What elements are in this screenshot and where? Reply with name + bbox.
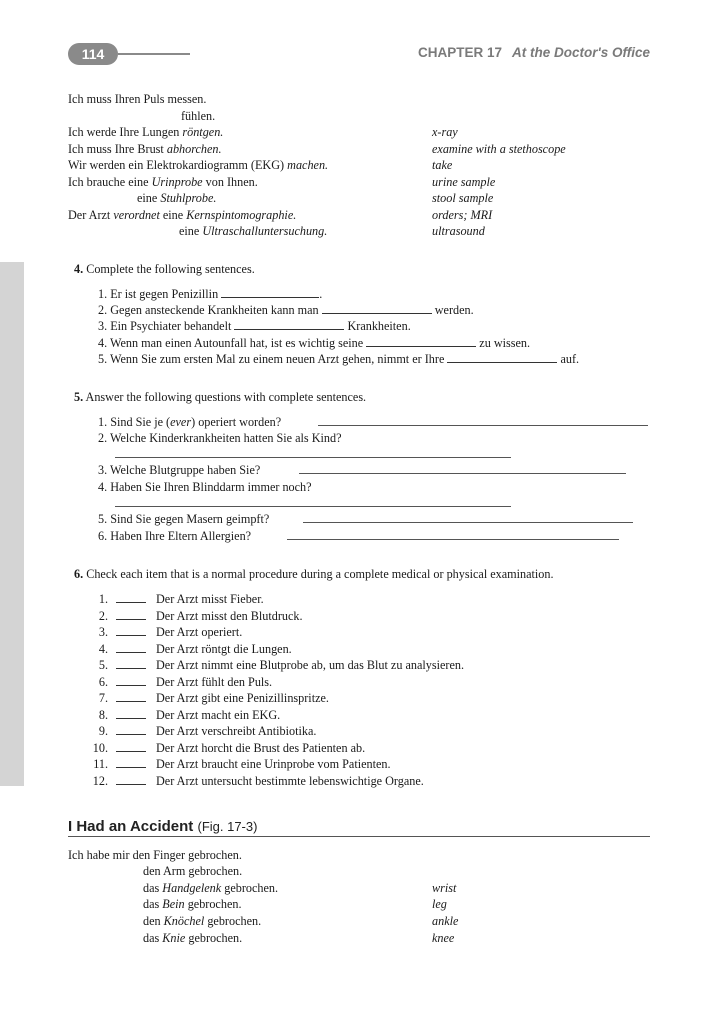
checklist-item — [88, 609, 303, 624]
item-text: Der Arzt misst Fieber. — [156, 592, 264, 606]
exercise-6-heading: 6. Check each item that is a normal procedure during a complete medical or physical examination. — [74, 567, 554, 581]
answer-blank[interactable] — [366, 336, 476, 347]
check-blank[interactable] — [116, 708, 146, 719]
vocab-line: eine Stuhlprobe. — [137, 191, 217, 205]
item-number: 12. — [92, 773, 108, 788]
section-rule — [68, 836, 650, 837]
item-number: 1. — [98, 592, 108, 606]
exercise-5-item: 1. Sind Sie je (ever) operiert worden? — [98, 415, 282, 429]
check-blank[interactable] — [116, 642, 146, 653]
item-text: Der Arzt horcht die Brust des Patienten ab. — [156, 740, 366, 755]
item-text: Der Arzt röntgt die Lungen. — [156, 641, 292, 656]
exercise-5-item: 3. Welche Blutgruppe haben Sie? — [98, 463, 261, 477]
answer-line[interactable] — [299, 473, 626, 474]
vocab-gloss: leg — [432, 897, 447, 911]
vocab-line: den Arm gebrochen. — [143, 864, 243, 878]
answer-blank[interactable] — [447, 352, 557, 363]
vocab-gloss: ultrasound — [432, 224, 485, 238]
checklist-item — [88, 741, 365, 756]
exercise-5-item: 6. Haben Ihre Eltern Allergien? — [98, 529, 252, 543]
exercise-5-item: 2. Welche Kinderkrankheiten hatten Sie als Kind? — [98, 431, 342, 445]
checklist-item — [88, 592, 264, 607]
check-blank[interactable] — [116, 609, 146, 620]
answer-blank[interactable] — [234, 319, 344, 330]
checklist-item — [88, 642, 292, 657]
item-text: Der Arzt fühlt den Puls. — [156, 674, 273, 689]
check-blank[interactable] — [116, 592, 146, 603]
item-text: Der Arzt gibt eine Penizillinspritze. — [156, 691, 329, 705]
item-text: Der Arzt braucht eine Urinprobe vom Patienten. — [156, 757, 391, 771]
exercise-4-heading: 4. Complete the following sentences. — [74, 262, 255, 276]
check-blank[interactable] — [116, 757, 146, 768]
check-blank[interactable] — [116, 691, 146, 702]
item-number: 3. — [98, 625, 108, 639]
check-blank[interactable] — [116, 741, 146, 752]
margin-tab — [0, 262, 24, 786]
item-number: 11. — [93, 757, 108, 771]
check-blank[interactable] — [116, 675, 146, 686]
answer-blank[interactable] — [221, 287, 319, 298]
check-blank[interactable] — [116, 774, 146, 785]
answer-line[interactable] — [303, 522, 633, 523]
exercise-5-item: 4. Haben Sie Ihren Blinddarm immer noch? — [98, 480, 312, 494]
exercise-4-item: 1. Er ist gegen Penizillin . — [98, 287, 323, 301]
answer-line[interactable] — [287, 539, 619, 540]
answer-blank[interactable] — [322, 303, 432, 314]
vocab-gloss: take — [432, 158, 453, 172]
checklist-item — [88, 675, 272, 690]
exercise-5-item: 5. Sind Sie gegen Masern geimpft? — [98, 512, 270, 526]
check-blank[interactable] — [116, 658, 146, 669]
checklist-item — [88, 691, 329, 706]
vocab-gloss: knee — [432, 931, 455, 945]
vocab-line: fühlen. — [181, 109, 216, 123]
item-number: 4. — [98, 641, 108, 656]
item-number: 2. — [98, 608, 108, 623]
vocab-line: eine Ultraschalluntersuchung. — [179, 224, 328, 238]
checklist-item — [88, 757, 391, 772]
vocab-gloss: examine with a stethoscope — [432, 142, 566, 156]
answer-line[interactable] — [318, 425, 648, 426]
item-number: 6. — [98, 674, 108, 689]
item-text: Der Arzt misst den Blutdruck. — [156, 608, 303, 623]
item-text: Der Arzt nimmt eine Blutprobe ab, um das Blut zu analysieren. — [156, 658, 464, 672]
item-text: Der Arzt operiert. — [156, 625, 243, 639]
checklist-item — [88, 724, 316, 739]
vocab-line: das Knie gebrochen. — [143, 931, 243, 945]
item-number: 10. — [92, 740, 108, 755]
item-text: Der Arzt verschreibt Antibiotika. — [156, 724, 317, 738]
running-header — [418, 45, 650, 60]
item-number: 8. — [98, 707, 108, 722]
exercise-5-heading: 5. Answer the following questions with complete sentences. — [74, 390, 367, 404]
section-title: I Had an Accident (Fig. 17-3) — [68, 818, 258, 835]
header-rule — [118, 53, 190, 55]
item-text: Der Arzt macht ein EKG. — [156, 707, 281, 722]
chapter-label: CHAPTER 17 — [417, 45, 503, 60]
exercise-4-item: 3. Ein Psychiater behandelt Krankheiten. — [98, 319, 411, 333]
checklist-item — [88, 658, 464, 673]
vocab-gloss: stool sample — [432, 191, 494, 205]
vocab-line: Ich muss Ihre Brust abhorchen. — [68, 142, 222, 156]
vocab-gloss: ankle — [432, 914, 459, 928]
vocab-line: das Bein gebrochen. — [143, 897, 242, 911]
vocab-line: Der Arzt verordnet eine Kernspintomographie. — [68, 208, 297, 222]
vocab-line: Ich muss Ihren Puls messen. — [68, 92, 207, 106]
checklist-item — [88, 625, 242, 640]
vocab-gloss: x-ray — [432, 125, 458, 139]
item-number: 5. — [98, 658, 108, 672]
vocab-line: Ich werde Ihre Lungen röntgen. — [68, 125, 224, 139]
item-number: 9. — [98, 724, 108, 738]
vocab-line: Ich brauche eine Urinprobe von Ihnen. — [68, 175, 258, 189]
vocab-line: Ich habe mir den Finger gebrochen. — [68, 848, 242, 862]
vocab-line: den Knöchel gebrochen. — [143, 914, 262, 928]
answer-line[interactable] — [115, 506, 511, 507]
item-text: Der Arzt untersucht bestimmte lebenswichtige Organe. — [156, 773, 424, 788]
exercise-4-item: 2. Gegen ansteckende Krankheiten kann man werden. — [98, 303, 474, 317]
chapter-title: At the Doctor's Office — [512, 45, 650, 60]
vocab-line: das Handgelenk gebrochen. — [143, 881, 279, 895]
vocab-gloss: orders; MRI — [432, 208, 493, 222]
item-number: 7. — [98, 691, 108, 705]
check-blank[interactable] — [116, 625, 146, 636]
answer-line[interactable] — [115, 457, 511, 458]
vocab-line: Wir werden ein Elektrokardiogramm (EKG) machen. — [68, 158, 329, 172]
checklist-item — [88, 708, 280, 723]
exercise-4-item: 4. Wenn man einen Autounfall hat, ist es wichtig seine zu wissen. — [98, 336, 531, 350]
checklist-item — [88, 774, 424, 789]
vocab-gloss: urine sample — [432, 175, 496, 189]
page-number: 114 — [68, 43, 118, 65]
check-blank[interactable] — [116, 724, 146, 735]
vocab-gloss: wrist — [432, 881, 457, 895]
exercise-4-item: 5. Wenn Sie zum ersten Mal zu einem neuen Arzt gehen, nimmt er Ihre auf. — [98, 352, 580, 366]
